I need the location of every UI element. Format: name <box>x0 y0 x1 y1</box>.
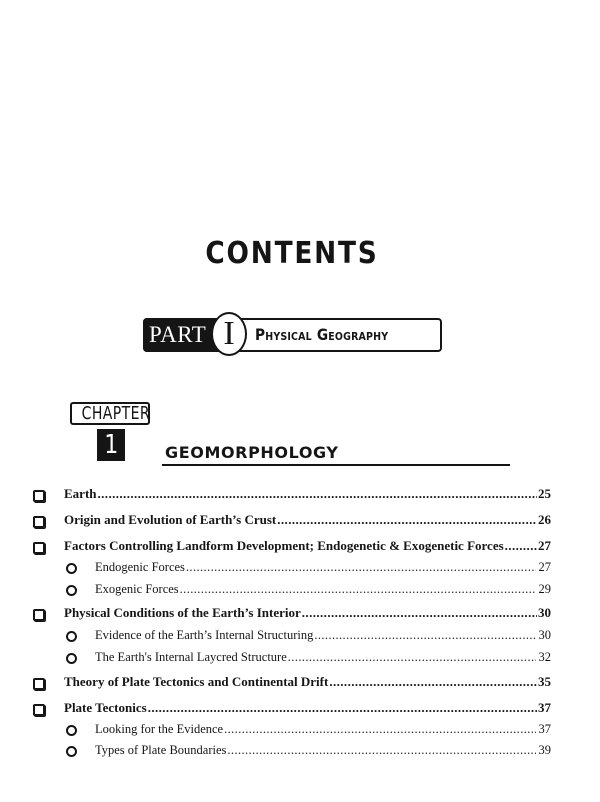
square-bullet-icon <box>33 490 45 502</box>
dot-leader <box>302 604 537 622</box>
part-numeral-circle <box>211 312 247 356</box>
chapter-title-underline <box>162 464 510 466</box>
toc-entry-page: 27 <box>538 560 551 574</box>
dot-leader <box>186 558 536 576</box>
circle-bullet-icon <box>66 585 77 596</box>
chapter-label: CHAPTER <box>81 403 151 424</box>
toc-entry-page: 35 <box>538 674 551 689</box>
toc-entry-page: 37 <box>538 722 551 736</box>
dot-leader <box>329 673 537 691</box>
toc-entry[interactable] <box>0 511 600 531</box>
toc-entry-title: Types of Plate Boundaries <box>95 743 227 757</box>
toc-entry-page: 27 <box>538 538 551 553</box>
toc-subentry[interactable] <box>0 720 600 740</box>
toc-entry-page: 26 <box>538 512 551 527</box>
toc-entry[interactable] <box>0 699 600 719</box>
toc-entry-title: Plate Tectonics <box>64 700 147 715</box>
toc-entry[interactable] <box>0 673 600 693</box>
toc-subentry[interactable] <box>0 558 600 578</box>
square-bullet-icon <box>33 542 45 554</box>
toc-entry-page: 30 <box>538 628 551 642</box>
toc-entry-page: 29 <box>538 582 551 596</box>
dot-leader <box>505 537 537 555</box>
toc-entry-title: The Earth's Internal Laycred Structure <box>95 650 287 664</box>
toc-entry-title: Earth <box>64 486 97 501</box>
dot-leader <box>148 699 537 717</box>
square-bullet-icon <box>33 678 45 690</box>
chapter-title: GEOMORPHOLOGY <box>165 443 339 462</box>
toc-entry-title: Looking for the Evidence <box>95 722 224 736</box>
toc-entry-page: 37 <box>538 700 551 715</box>
square-bullet-icon <box>33 516 45 528</box>
circle-bullet-icon <box>66 725 77 736</box>
toc-entry-title: Origin and Evolution of Earth’s Crust <box>64 512 277 527</box>
dot-leader <box>224 720 535 738</box>
part-numeral: I <box>223 315 235 352</box>
toc-subentry[interactable] <box>0 626 600 646</box>
page-title: CONTENTS <box>205 236 379 271</box>
toc-subentry[interactable] <box>0 741 600 761</box>
toc-entry[interactable] <box>0 485 600 505</box>
toc-entry-title: Factors Controlling Landform Development; Endogenetic & Exogenetic Forces <box>64 538 504 553</box>
circle-bullet-icon <box>66 563 77 574</box>
circle-bullet-icon <box>66 631 77 642</box>
dot-leader <box>180 580 536 598</box>
toc-entry-title: Evidence of the Earth’s Internal Structuring <box>95 628 314 642</box>
dot-leader <box>288 648 536 666</box>
toc-entry-title: Theory of Plate Tectonics and Continental Drift <box>64 674 329 689</box>
toc-subentry[interactable] <box>0 580 600 600</box>
toc-entry-page: 32 <box>538 650 551 664</box>
toc-entry[interactable] <box>0 604 600 624</box>
toc-entry[interactable] <box>0 537 600 557</box>
part-label: PART <box>149 322 207 347</box>
toc-entry-page: 25 <box>538 486 551 501</box>
chapter-number-box <box>97 429 125 461</box>
toc-entry-page: 30 <box>538 605 551 620</box>
toc-entry-title: Physical Conditions of the Earth’s Interior <box>64 605 301 620</box>
square-bullet-icon <box>33 704 45 716</box>
square-bullet-icon <box>33 609 45 621</box>
dot-leader <box>98 485 538 503</box>
part-badge <box>143 315 442 352</box>
chapter-label-box <box>70 402 150 425</box>
chapter-number: 1 <box>103 430 119 460</box>
dot-leader <box>227 741 535 759</box>
circle-bullet-icon <box>66 746 77 757</box>
part-title: Physical Geography <box>255 325 389 344</box>
part-label-block <box>143 318 221 352</box>
toc-entry-title: Endogenic Forces <box>95 560 185 574</box>
toc-entry-title: Exogenic Forces <box>95 582 179 596</box>
dot-leader <box>314 626 535 644</box>
circle-bullet-icon <box>66 653 77 664</box>
toc-subentry[interactable] <box>0 648 600 668</box>
dot-leader <box>277 511 537 529</box>
toc-entry-page: 39 <box>538 743 551 757</box>
